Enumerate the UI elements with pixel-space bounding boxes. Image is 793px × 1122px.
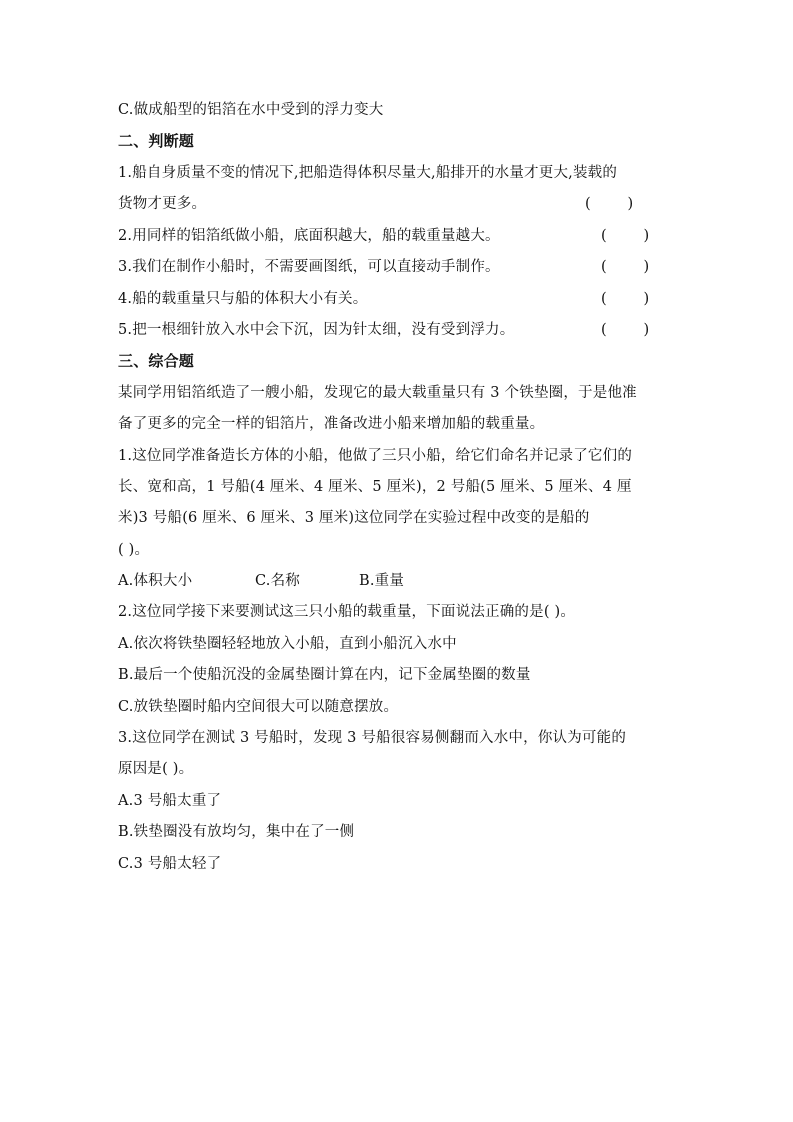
- q1-option-b[interactable]: B.重量: [359, 573, 405, 589]
- q2-stem: 2.这位同学接下来要测试这三只小船的载重量，下面说法正确的是( )。: [118, 604, 576, 620]
- judge-item-5-answer-blank[interactable]: ( ): [601, 322, 650, 338]
- judge-item-1-answer-blank[interactable]: ( ): [585, 196, 634, 212]
- section3-heading: 三、综合题: [118, 352, 195, 370]
- section3-intro-line-2: 备了更多的完全一样的铝箔片，准备改进小船来增加船的载重量。: [118, 416, 545, 432]
- q3-stem-line-1: 3.这位同学在测试 3 号船时，发现 3 号船很容易侧翻而入水中，你认为可能的: [118, 730, 627, 746]
- judge-item-2-answer-blank[interactable]: ( ): [601, 228, 650, 244]
- section2-heading: 二、判断题: [118, 132, 195, 150]
- judge-item-5: 5.把一根细针放入水中会下沉，因为针太细，没有受到浮力。: [118, 322, 515, 338]
- judge-item-2: 2.用同样的铝箔纸做小船，底面积越大，船的载重量越大。: [118, 228, 500, 244]
- section3-intro-line-1: 某同学用铝箔纸造了一艘小船，发现它的最大载重量只有 3 个铁垫圈，于是他准: [118, 385, 637, 401]
- judge-item-1-line-2: 货物才更多。: [118, 196, 207, 212]
- q1-stem-line-3: 米)3 号船(6 厘米、6 厘米、3 厘米)这位同学在实验过程中改变的是船的: [118, 510, 590, 526]
- q2-option-b[interactable]: B.最后一个使船沉没的金属垫圈计算在内，记下金属垫圈的数量: [118, 667, 531, 683]
- judge-item-1-line-1: 1.船自身质量不变的情况下,把船造得体积尽量大,船排开的水量才更大,装载的: [118, 165, 618, 181]
- q3-stem-line-2: 原因是( )。: [118, 761, 194, 777]
- q1-option-a[interactable]: A.体积大小: [118, 573, 193, 589]
- judge-item-3-answer-blank[interactable]: ( ): [601, 259, 650, 275]
- judge-item-3: 3.我们在制作小船时，不需要画图纸，可以直接动手制作。: [118, 259, 500, 275]
- q1-options: [118, 571, 404, 591]
- q2-option-c[interactable]: C.放铁垫圈时船内空间很大可以随意摆放。: [118, 699, 399, 715]
- q3-option-b[interactable]: B.铁垫圈没有放均匀，集中在了一侧: [118, 824, 355, 840]
- q1-stem-line-4: ( )。: [118, 542, 150, 558]
- q3-option-a[interactable]: A.3 号船太重了: [118, 793, 222, 809]
- q2-option-a[interactable]: A.依次将铁垫圈轻轻地放入小船，直到小船沉入水中: [118, 636, 457, 652]
- judge-item-4-answer-blank[interactable]: ( ): [601, 291, 650, 307]
- judge-item-4: 4.船的载重量只与船的体积大小有关。: [118, 291, 368, 307]
- q3-option-c[interactable]: C.3 号船太轻了: [118, 856, 222, 872]
- section1-option-c: C.做成船型的铝箔在水中受到的浮力变大: [118, 102, 384, 118]
- q1-option-c[interactable]: C.名称: [255, 573, 300, 589]
- q1-stem-line-2: 长、宽和高，1 号船(4 厘米、4 厘米、5 厘米)，2 号船(5 厘米、5 厘米、4 厘: [118, 479, 632, 495]
- q1-stem-line-1: 1.这位同学准备造长方体的小船，他做了三只小船，给它们命名并记录了它们的: [118, 448, 633, 464]
